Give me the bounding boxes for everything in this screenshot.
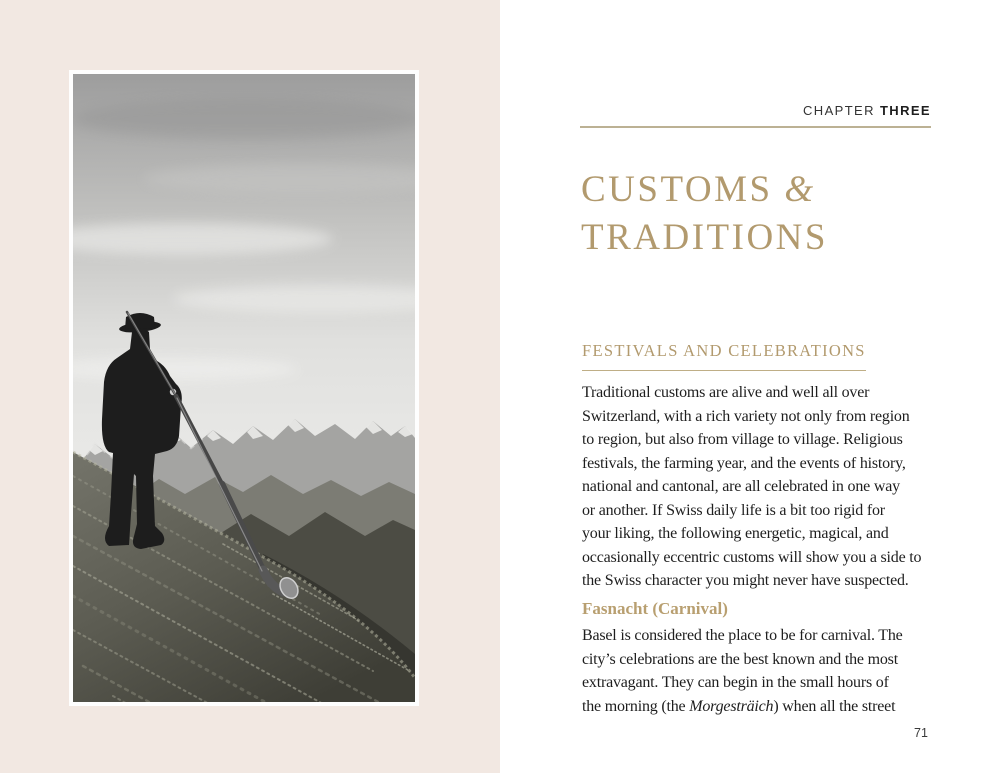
section-heading: FESTIVALS AND CELEBRATIONS — [582, 341, 866, 371]
text-line: the morning (the Morgesträich) when all the street — [582, 697, 896, 715]
text-line: city’s celebrations are the best known and the most — [582, 650, 898, 668]
alphorn-photo — [73, 74, 415, 702]
photo-frame — [69, 70, 419, 706]
text-line: occasionally eccentric customs will show you a side to — [582, 548, 922, 566]
text-line: your liking, the following energetic, magical, and — [582, 525, 889, 542]
page-title-line1: CUSTOMS & — [581, 169, 814, 210]
chapter-label — [803, 103, 931, 118]
page-title-line2: TRADITIONS — [581, 217, 828, 258]
page-title — [581, 166, 828, 262]
chapter-label-number: THREE — [879, 103, 931, 118]
title-ampersand: & — [784, 169, 814, 210]
text-line: Switzerland, with a rich variety not only from region — [582, 407, 910, 425]
paragraph-fasnacht — [582, 624, 903, 718]
text-line: extravagant. They can begin in the small hours of — [582, 674, 889, 691]
italic-term: Morgesträich — [689, 697, 774, 715]
text-line: Traditional customs are alive and well all over — [582, 384, 870, 401]
text-line: to region, but also from village to village. Religious — [582, 431, 903, 448]
chapter-rule — [580, 126, 931, 128]
chapter-label-prefix: CHAPTER — [803, 103, 875, 118]
text-line: festivals, the farming year, and the events of history, — [582, 454, 906, 472]
text-line: or another. If Swiss daily life is a bit too rigid for — [582, 501, 885, 519]
paragraph-festivals — [582, 381, 921, 593]
text-line: Basel is considered the place to be for carnival. The — [582, 627, 903, 644]
subsection-heading: Fasnacht (Carnival) — [582, 599, 728, 618]
page-number: 71 — [914, 726, 928, 740]
page-right — [500, 0, 1000, 773]
text-line: national and cantonal, are all celebrated in one way — [582, 478, 900, 495]
text-line: the Swiss character you might never have suspected. — [582, 572, 909, 589]
